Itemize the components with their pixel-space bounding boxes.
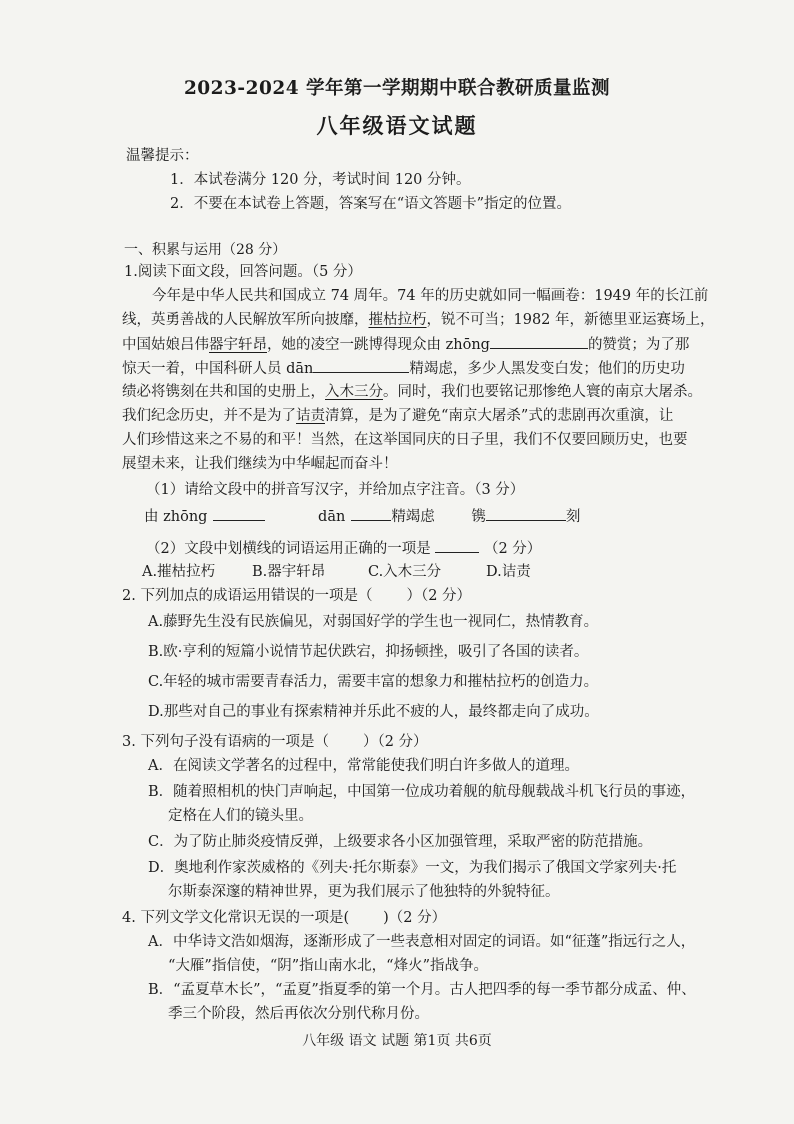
q1-stem: 1.阅读下面文段，回答问题。（5 分） bbox=[124, 264, 362, 280]
q2-option-a: A.藤野先生没有民族偏见，对弱国好学的学生也一视同仁，热情教育。 bbox=[148, 614, 599, 630]
answer-blank[interactable] bbox=[351, 506, 391, 521]
answer-blank[interactable] bbox=[486, 506, 566, 521]
q1-passage-line: 惊天一着，中国科研人员 dān 精竭虑，多少人黑发变白发；他们的历史功 bbox=[122, 358, 685, 379]
underlined-phrase: 入木三分 bbox=[325, 384, 383, 400]
page-footer: 八年级 语文 试题 第1页 共6页 bbox=[302, 1033, 492, 1049]
section-heading: 一、积累与运用（28 分） bbox=[124, 242, 287, 258]
q2-option-c: C.年轻的城市需要青春活力，需要丰富的想象力和摧枯拉朽的创造力。 bbox=[148, 674, 599, 690]
q1-passage-line: 人们珍惜这来之不易的和平！当然，在这举国同庆的日子里，我们不仅要回顾历史，也要 bbox=[122, 432, 688, 448]
option-b: B.器宇轩昂 bbox=[252, 564, 326, 580]
notice-heading: 温馨提示： bbox=[126, 148, 199, 164]
q1-passage-line: 我们纪念历史，并不是为了诘责清算，是为了避免“南京大屠杀”式的悲剧再次重演，让 bbox=[122, 408, 674, 424]
q3-option-c: C．为了防止肺炎疫情反弹，上级要求各小区加强管理，采取严密的防范措施。 bbox=[148, 834, 653, 850]
q4-option-a-cont: “大雁”指信使，“阴”指山南水北，“烽火”指战争。 bbox=[168, 958, 488, 974]
option-d: D.诘责 bbox=[486, 564, 531, 580]
underlined-phrase: 摧枯拉朽 bbox=[368, 312, 427, 328]
q1-sub1-fill-row: 由 zhōng dān 精竭虑 镌 刻 bbox=[144, 506, 580, 527]
q1-passage-line: 展望未来，让我们继续为中华崛起而奋斗！ bbox=[122, 456, 398, 472]
notice-item-2: 2．不要在本试卷上答题，答案写在“语文答题卡”指定的位置。 bbox=[170, 196, 572, 212]
q4-option-b-cont: 季三个阶段，然后再依次分别代称月份。 bbox=[168, 1006, 429, 1022]
q3-option-d-cont: 尔斯泰深邃的精神世界，更为我们展示了他独特的外貌特征。 bbox=[168, 884, 560, 900]
exam-title: 2023-2024 学年第一学期期中联合教研质量监测 bbox=[183, 78, 611, 99]
answer-blank[interactable] bbox=[490, 334, 588, 349]
q1-sub1: （1）请给文段中的拼音写汉字，并给加点字注音。（3 分） bbox=[146, 482, 525, 498]
q1-options bbox=[142, 562, 531, 582]
q1-passage-line: 中国姑娘吕伟器宇轩昂，她的凌空一跳博得现众由 zhōng 的赞赏；为了那 bbox=[122, 334, 689, 355]
option-c: C.入木三分 bbox=[368, 564, 442, 580]
q3-option-b: B．随着照相机的快门声响起，中国第一位成功着舰的航母舰载战斗机飞行员的事迹， bbox=[148, 784, 696, 800]
underlined-phrase: 诘责 bbox=[296, 408, 325, 424]
q2-option-b: B.欧·亨利的短篇小说情节起伏跌宕，抑扬顿挫，吸引了各国的读者。 bbox=[148, 644, 589, 660]
q2-stem: 2. 下列加点的成语运用错误的一项是（ ）（2 分） bbox=[122, 588, 472, 604]
q3-stem: 3. 下列句子没有语病的一项是（ ）（2 分） bbox=[122, 734, 428, 750]
answer-blank[interactable] bbox=[213, 506, 265, 521]
q1-passage-line: 今年是中华人民共和国成立 74 周年。74 年的历史就如同一幅画卷：1949 年的长江前 bbox=[152, 288, 709, 304]
q1-sub2: （2）文段中划横线的词语运用正确的一项是 （2 分） bbox=[146, 538, 541, 559]
answer-blank[interactable] bbox=[435, 538, 479, 553]
option-a: A.摧枯拉朽 bbox=[142, 564, 216, 580]
q4-option-b: B．“孟夏草木长”，“孟夏”指夏季的第一个月。古人把四季的每一季节都分成孟、仲、 bbox=[148, 982, 696, 998]
underlined-phrase: 器宇轩昂 bbox=[209, 337, 267, 353]
q3-option-b-cont: 定格在人们的镜头里。 bbox=[168, 808, 313, 824]
answer-blank[interactable] bbox=[313, 358, 409, 373]
q2-option-d: D.那些对自己的事业有探索精神并乐此不疲的人，最终都走向了成功。 bbox=[148, 704, 599, 720]
q3-option-d: D．奥地利作家茨威格的《列夫·托尔斯泰》一文，为我们揭示了俄国文学家列夫·托 bbox=[148, 860, 677, 876]
q1-passage-line: 线，英勇善战的人民解放军所向披靡，摧枯拉朽，锐不可当；1982 年，新德里亚运赛场上， bbox=[122, 312, 715, 328]
q1-passage-line: 绩必将镌刻在共和国的史册上，入木三分。同时，我们也要铭记那惨绝人寰的南京大屠杀。 bbox=[122, 384, 702, 400]
q4-option-a: A．中华诗文浩如烟海，逐渐形成了一些表意相对固定的词语。如“征蓬”指远行之人， bbox=[148, 934, 696, 950]
notice-item-1: 1．本试卷满分 120 分，考试时间 120 分钟。 bbox=[170, 172, 471, 188]
q4-stem: 4. 下列文学文化常识无误的一项是( )（2 分） bbox=[122, 910, 447, 926]
q3-option-a: A．在阅读文学著名的过程中，常常能使我们明白许多做人的道理。 bbox=[148, 758, 579, 774]
exam-subtitle: 八年级语文试题 bbox=[316, 113, 478, 138]
